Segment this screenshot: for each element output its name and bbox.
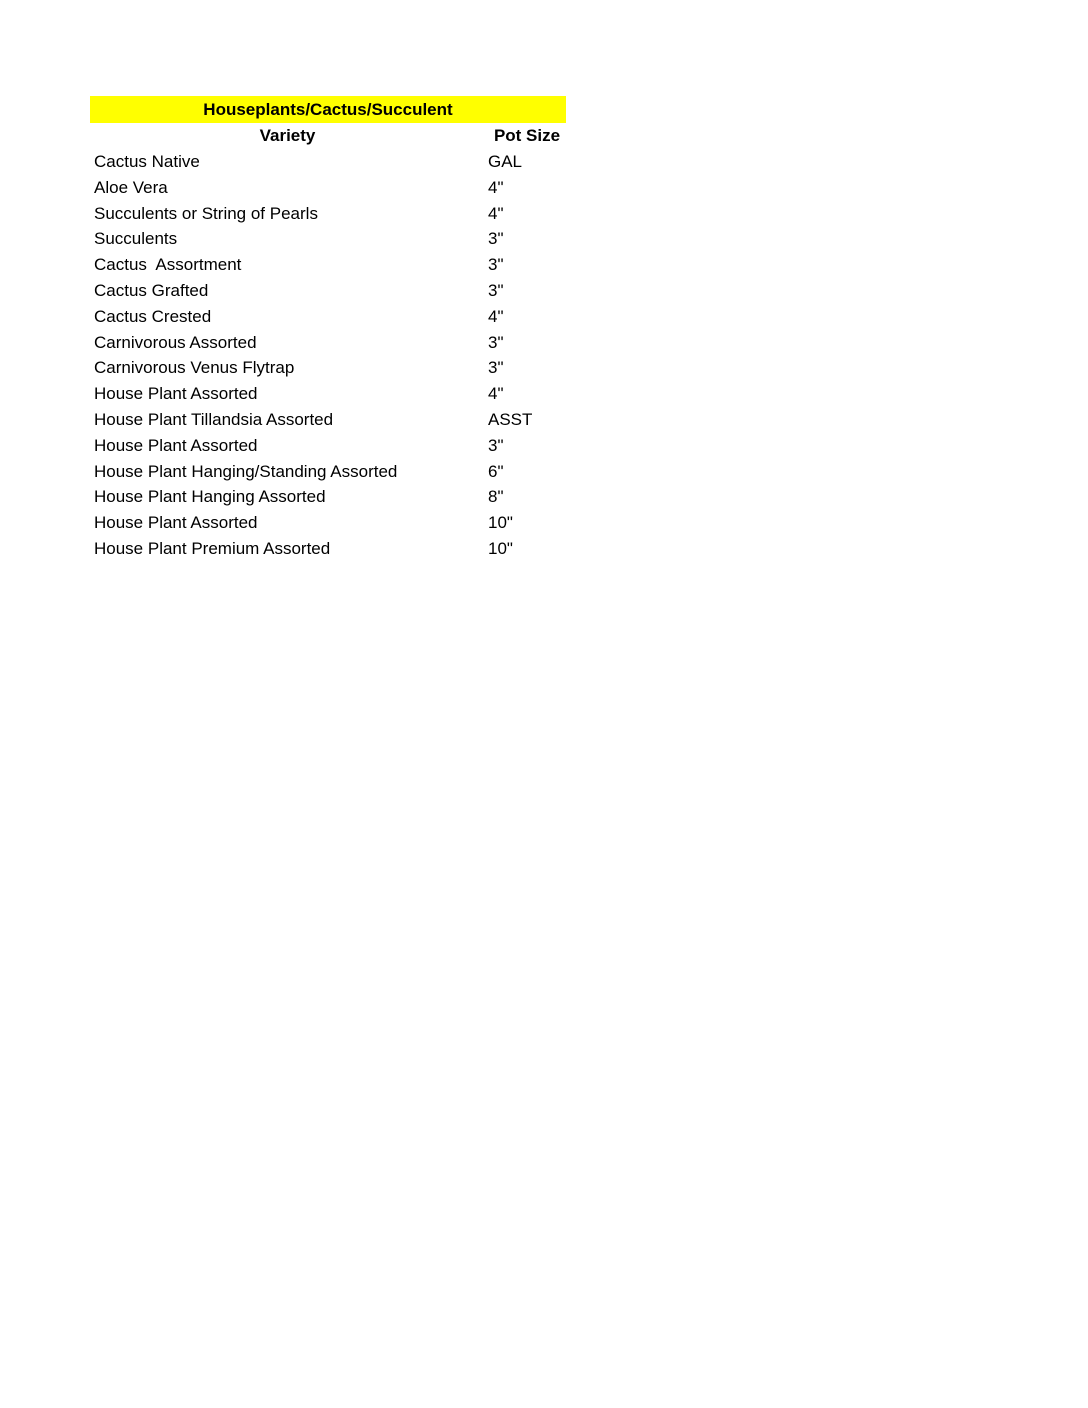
table-row: [90, 510, 566, 536]
cell-variety: House Plant Assorted: [94, 384, 258, 404]
table-row: [90, 149, 566, 175]
cell-pot-size: 4": [488, 203, 504, 223]
cell-variety: House Plant Hanging/Standing Assorted: [94, 461, 398, 481]
cell-pot-size: 10": [488, 538, 513, 558]
cell-pot-size: ASST: [488, 409, 533, 429]
table-row: [90, 381, 566, 407]
table-row: [90, 355, 566, 381]
table-row: [90, 407, 566, 433]
cell-variety: Succulents: [94, 229, 178, 249]
header-variety: Variety: [259, 126, 316, 145]
cell-pot-size: 4": [488, 177, 504, 197]
cell-pot-size: 8": [488, 487, 504, 507]
table-row: [90, 252, 566, 278]
cell-pot-size: 3": [488, 255, 504, 275]
table-row: [90, 201, 566, 227]
table-row: [90, 484, 566, 510]
table-title: Houseplants/Cactus/Succulent: [90, 96, 566, 123]
cell-variety: Cactus Native: [94, 152, 200, 171]
table-body: [90, 149, 566, 562]
table-row: [90, 304, 566, 330]
cell-pot-size: 6": [488, 461, 504, 481]
cell-variety: Carnivorous Venus Flytrap: [94, 358, 295, 378]
cell-pot-size: 3": [488, 435, 504, 455]
table-row: [90, 175, 566, 201]
cell-variety: Aloe Vera: [94, 177, 168, 197]
table-row: [90, 278, 566, 304]
cell-variety: House Plant Assorted: [94, 513, 258, 533]
cell-variety: House Plant Tillandsia Assorted: [94, 409, 334, 429]
cell-variety: House Plant Hanging Assorted: [94, 487, 326, 507]
cell-pot-size: 3": [488, 280, 504, 300]
cell-pot-size: 3": [488, 358, 504, 378]
cell-variety: Carnivorous Assorted: [94, 332, 257, 352]
table-row: [90, 330, 566, 356]
header-pot-size: Pot Size: [493, 126, 561, 145]
cell-pot-size: 4": [488, 306, 504, 326]
table-row: [90, 536, 566, 562]
plant-table: [90, 96, 566, 562]
cell-variety: Cactus Crested: [94, 306, 212, 326]
cell-variety: Cactus Assortment: [94, 255, 242, 275]
table-row: [90, 459, 566, 485]
cell-variety: House Plant Assorted: [94, 435, 258, 455]
cell-pot-size: 3": [488, 229, 504, 249]
cell-pot-size: 4": [488, 384, 504, 404]
table-row: [90, 226, 566, 252]
cell-variety: Succulents or String of Pearls: [94, 203, 318, 223]
table-header-row: [90, 123, 566, 149]
cell-pot-size: GAL: [488, 152, 523, 171]
cell-variety: House Plant Premium Assorted: [94, 538, 331, 558]
cell-pot-size: 3": [488, 332, 504, 352]
table-row: [90, 433, 566, 459]
cell-variety: Cactus Grafted: [94, 280, 209, 300]
cell-pot-size: 10": [488, 513, 513, 533]
